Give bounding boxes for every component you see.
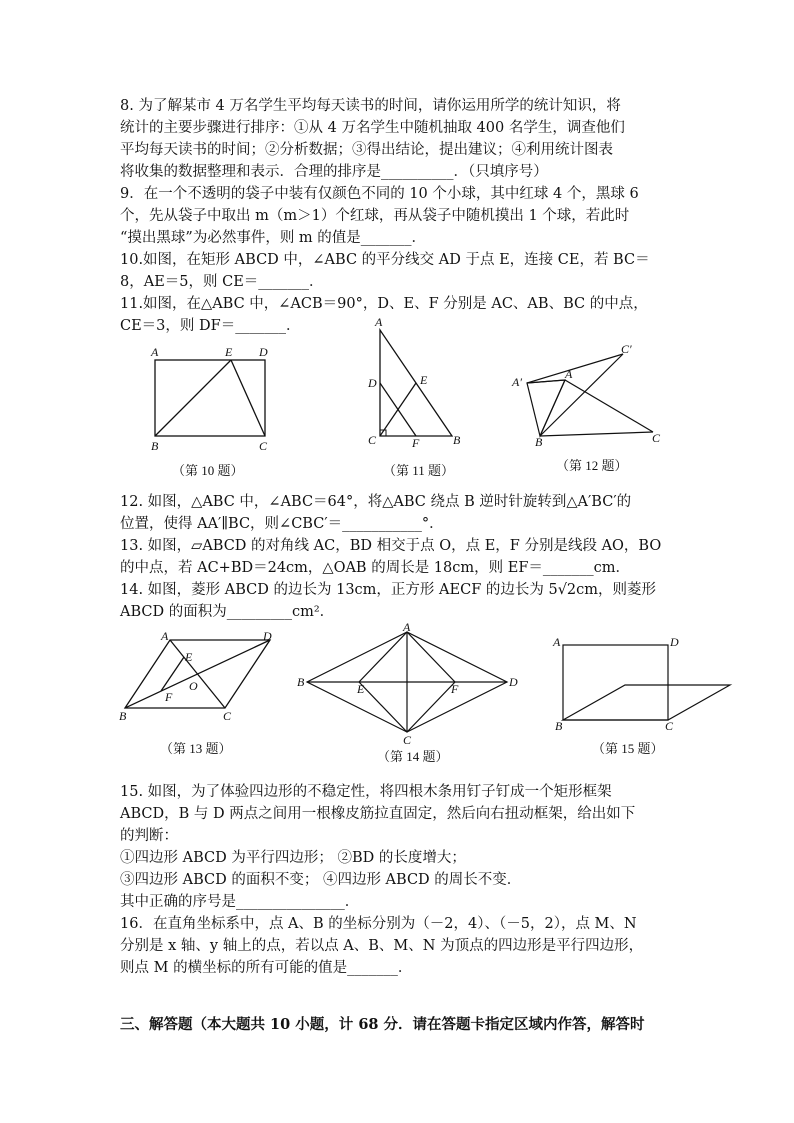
label-c-prime: C′ [621, 342, 632, 356]
label-c: C [403, 733, 412, 745]
label-e: E [185, 650, 193, 664]
label-b: B [555, 719, 563, 730]
section-3-heading: 三、解答题（本大题共 10 小题，计 68 分．请在答题卡指定区域内作答，解答时 [120, 1016, 645, 1033]
figure-15 [545, 630, 735, 730]
label-b: B [297, 675, 305, 689]
q11-line-2: CE＝3，则 DF＝_______． [120, 318, 301, 334]
q15-answer-line: 其中正确的序号是_______________． [120, 894, 360, 910]
label-e: E [357, 682, 365, 696]
label-d: D [670, 635, 679, 649]
label-e: E [420, 373, 428, 387]
caption-fig12: （第 12 题） [556, 458, 628, 473]
q15-line-3: 的判断： [120, 828, 178, 844]
label-c: C [259, 439, 268, 453]
rectangle-abcd [563, 645, 668, 720]
label-f: F [451, 682, 459, 696]
q8-line-4: 将收集的数据整理和表示．合理的排序是__________．（只填序号） [120, 164, 548, 180]
segment-ab [540, 380, 565, 436]
label-a-prime: A′ [512, 375, 522, 389]
figure-14 [295, 620, 525, 745]
q11-line-1: 11.如图，在△ABC 中，∠ACB＝90°，D、E、F 分别是 AC、AB、BC 的中点， [120, 296, 648, 312]
q9-line-3: “摸出黑球”为必然事件，则 m 的值是_______． [120, 230, 427, 246]
label-d: D [509, 675, 518, 689]
q16-line-3: 则点 M 的横坐标的所有可能的值是_______． [120, 960, 413, 976]
label-o: O [189, 679, 198, 693]
label-d: D [259, 345, 268, 359]
segment-ce [231, 360, 265, 436]
figure-11 [360, 312, 470, 452]
q8-line-3: 平均每天读书的时间；②分析数据；③得出结论，提出建议；④利用统计图表 [120, 142, 613, 158]
label-c: C [652, 431, 661, 445]
q9-line-1: 9．在一个不透明的袋子中装有仅颜色不同的 10 个小球，其中红球 4 个，黑球 6 [120, 186, 639, 202]
label-c: C [665, 719, 674, 730]
q10-line-1: 10.如图，在矩形 ABCD 中，∠ABC 的平分线交 AD 于点 E，连接 CE，若 BC＝ [120, 252, 650, 268]
q8-line-2: 统计的主要步骤进行排序：①从 4 万名学生中随机抽取 400 名学生，调查他们 [120, 120, 625, 136]
q16-line-1: 16．在直角坐标系中，点 A、B 的坐标分别为（－2，4）、（－5，2），点 M、N [120, 916, 637, 932]
q13-line-1: 13. 如图，▱ABCD 的对角线 AC，BD 相交于点 O，点 E，F 分别是线段 AO，BO [120, 538, 662, 554]
q15-line-1: 15. 如图，为了体验四边形的不稳定性，将四根木条用钉子钉成一个矩形框架 [120, 784, 612, 800]
label-b: B [119, 709, 127, 723]
label-a: A [565, 367, 573, 381]
q13-line-2: 的中点，若 AC+BD＝24cm，△OAB 的周长是 18cm，则 EF＝_______cm． [120, 560, 631, 576]
q10-line-2: 8，AE＝5，则 CE＝_______． [120, 274, 324, 290]
caption-fig14: （第 14 题） [377, 749, 449, 764]
q14-line-1: 14. 如图，菱形 ABCD 的边长为 13cm，正方形 AECF 的边长为 5√2cm，则菱形 [120, 582, 657, 598]
segment-ac [565, 380, 653, 432]
label-f: F [412, 436, 420, 450]
parallelogram-twisted [563, 685, 730, 720]
label-f: F [165, 690, 173, 704]
label-a: A [161, 629, 169, 643]
q14-line-2: ABCD 的面积为_________cm²． [120, 604, 335, 620]
segment-bc [540, 432, 653, 436]
q15-line-2: ABCD，B 与 D 两点之间用一根橡皮筋拉直固定，然后向右扭动框架，给出如下 [120, 806, 636, 822]
label-c: C [368, 433, 377, 447]
figure-12 [505, 340, 675, 450]
caption-fig11: （第 11 题） [383, 463, 455, 478]
label-d: D [263, 629, 272, 643]
figure-13 [115, 628, 285, 728]
segment-be [155, 360, 231, 436]
label-a: A [375, 315, 383, 329]
q16-line-2: 分别是 x 轴、y 轴上的点，若以点 A、B、M、N 为顶点的四边形是平行四边形， [120, 938, 644, 954]
label-b: B [535, 435, 543, 449]
label-a: A [151, 345, 159, 359]
label-c: C [223, 709, 232, 723]
label-a: A [553, 635, 561, 649]
caption-fig15: （第 15 题） [592, 741, 664, 756]
label-b: B [453, 433, 461, 447]
q9-line-2: 个，先从袋子中取出 m（m＞1）个红球，再从袋子中随机摸出 1 个球，若此时 [120, 208, 630, 224]
caption-fig13: （第 13 题） [160, 741, 232, 756]
q15-option-3-4: ③四边形 ABCD 的面积不变； ④四边形 ABCD 的周长不变． [120, 872, 522, 888]
q15-option-1-2: ①四边形 ABCD 为平行四边形； ②BD 的长度增大； [120, 850, 466, 866]
label-a: A [403, 620, 411, 634]
q8-line-1: 8. 为了解某市 4 万名学生平均每天读书的时间，请你运用所学的统计知识，将 [120, 98, 621, 114]
triangle-a-prime-b-c-prime-part [527, 380, 565, 436]
caption-fig10: （第 10 题） [172, 463, 244, 478]
figure-10 [140, 340, 280, 455]
label-d: D [368, 376, 377, 390]
label-e: E [225, 345, 233, 359]
q12-line-2: 位置，使得 AA′∥BC，则∠CBC′＝___________°． [120, 516, 444, 532]
label-b: B [151, 439, 159, 453]
q12-line-1: 12. 如图，△ABC 中，∠ABC＝64°，将△ABC 绕点 B 逆时针旋转到△A′BC′的 [120, 494, 632, 510]
